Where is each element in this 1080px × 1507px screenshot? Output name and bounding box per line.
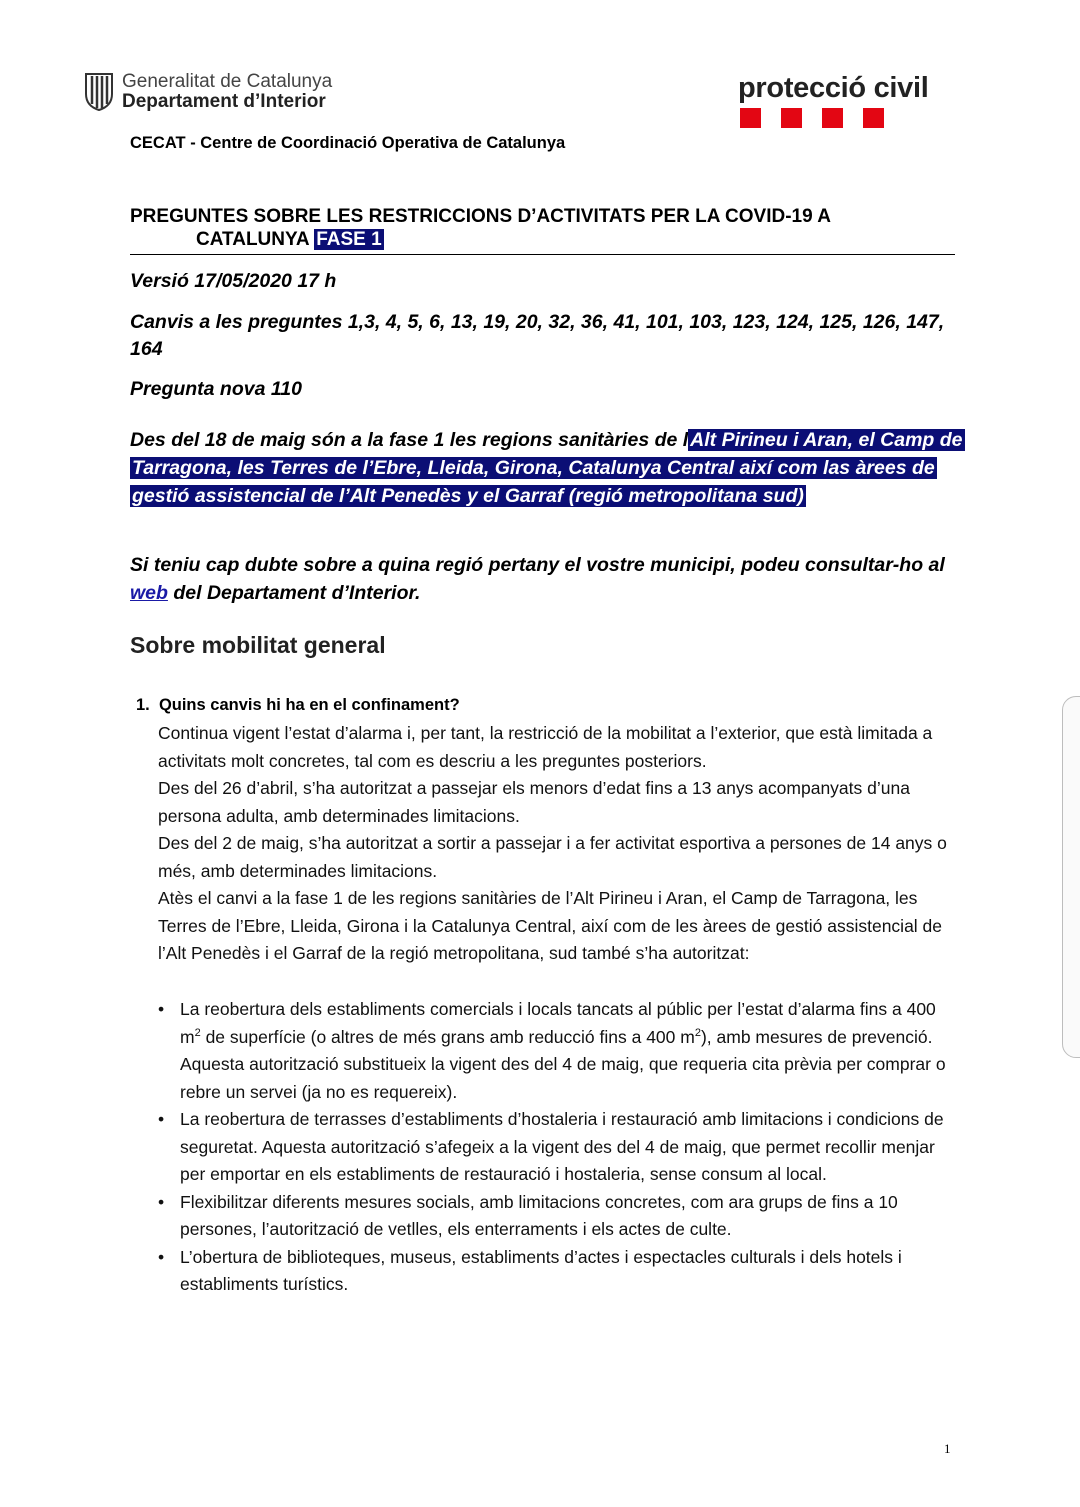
generalitat-emblem-icon — [82, 72, 116, 112]
web-link[interactable]: web — [130, 582, 168, 604]
bullet-icon: • — [158, 999, 165, 1019]
red-square-icon — [863, 108, 884, 128]
question-1-title — [136, 696, 460, 715]
red-square-icon — [781, 108, 802, 128]
doubt-before: Si teniu cap dubte sobre a quina regió pertany el vostre municipi, podeu consultar-ho al — [130, 554, 945, 576]
question-1-body — [158, 720, 958, 968]
proteccio-civil-logo — [738, 73, 929, 128]
doubt-paragraph — [130, 551, 970, 607]
list-item: • Flexibilitzar diferents mesures socials, amb limitacions concretes, com ara grups de fins a 10 persones, l’autorització de vetlles, els enterraments i els actes de culte. — [158, 1189, 958, 1244]
measures-list — [158, 996, 958, 1299]
list-item: • La reobertura de terrasses d’establiments d’hostaleria i restauració amb limitacions i condicions de seguretat. Aquesta autorització s’afegeix a la vigent des del 4 de maig, que permet recollir menjar per emportar en els establiments de restauració i hostaleria, sense consum al local. — [158, 1106, 958, 1189]
bullet-icon: • — [158, 1246, 165, 1267]
regions-paragraph — [130, 426, 970, 510]
question-number: 1. — [136, 696, 150, 714]
department-name: Departament d’Interior — [122, 91, 326, 112]
new-question-line: Pregunta nova 110 — [130, 378, 302, 400]
phase-badge: FASE 1 — [316, 229, 382, 250]
title-line2: CATALUNYA — [196, 229, 309, 250]
changes-line: Canvis a les preguntes 1,3, 4, 5, 6, 13, 19, 20, 32, 36, 41, 101, 103, 123, 124, 125, 126, 147, 164 — [130, 311, 945, 360]
list-item: • L’obertura de biblioteques, museus, establiments d’actes i espectacles culturals i dels hotels i establiments turístics. — [158, 1244, 958, 1299]
body-paragraph: Des del 26 d’abril, s’ha autoritzat a passejar els menors d’edat fins a 13 anys acompanyats d’una persona adulta, amb determinades limitacions. — [158, 778, 910, 826]
cecat-heading: CECAT - Centre de Coordinació Operativa de Catalunya — [130, 134, 566, 152]
regions-highlighted: Alt Pirineu i Aran, el Camp de Tarragona, les Terres de l’Ebre, Lleida, Girona, Catalunya Central així com las àrees de gestió assistencial de l’Alt Penedès y el Garraf (regió metropolitana sud) — [132, 429, 963, 507]
question-text: Quins canvis hi ha en el confinament? — [158, 696, 460, 714]
bullet-icon: • — [158, 1191, 165, 1212]
version-line: Versió 17/05/2020 17 h — [130, 270, 337, 292]
doubt-after: del Departament d’Interior. — [173, 582, 421, 604]
page-number: 1 — [944, 1441, 951, 1456]
bullet-icon: • — [158, 1109, 165, 1129]
section-heading: Sobre mobilitat general — [130, 632, 386, 658]
proteccio-civil-squares — [740, 108, 929, 128]
title-line1: PREGUNTES SOBRE LES RESTRICCIONS D’ACTIVITATS PER LA COVID-19 A — [130, 206, 831, 227]
proteccio-civil-title: protecció civil — [738, 72, 929, 104]
regions-prefix: Des del 18 de maig són a la fase 1 les regions sanitàries de l — [130, 429, 689, 451]
body-paragraph: Atès el canvi a la fase 1 de les regions sanitàries de l’Alt Pirineu i Aran, el Camp de Tarragona, les Terres de l’Ebre, Lleida, Girona i la Catalunya Central, així com de les àrees de gestió assistencial de l’Alt Penedès i el Garraf de la regió metropolitana, sud també s’ha autoritzat: — [158, 888, 943, 963]
generalitat-logo — [82, 72, 332, 112]
generalitat-name: Generalitat de Catalunya — [122, 71, 333, 92]
list-item: • La reobertura dels establiments comercials i locals tancats al públic per l’estat d’alarma fins a 400 $m^2$ de superfície (o altres de més grans amb reducció fins a 400 $m^2$), amb mesures de prevenció. Aquesta autorització substitueix la vigent des del 4 de maig, que requeria cita prèvia per comprar o rebre un servei (ja no es requereix). — [158, 996, 958, 1106]
scroll-handle[interactable] — [1062, 696, 1080, 1058]
body-paragraph: Des del 2 de maig, s’ha autoritzat a sortir a passejar i a fer activitat esportiva a persones de 14 anys o més, amb determinades limitacions. — [158, 833, 947, 881]
body-paragraph: Continua vigent l’estat d’alarma i, per tant, la restricció de la mobilitat a l’exterior, que està limitada a activitats molt concretes, tal com es descriu a les preguntes posteriors. — [158, 723, 933, 771]
document-title — [130, 205, 960, 251]
title-divider — [130, 254, 955, 255]
red-square-icon — [822, 108, 843, 128]
red-square-icon — [740, 108, 761, 128]
